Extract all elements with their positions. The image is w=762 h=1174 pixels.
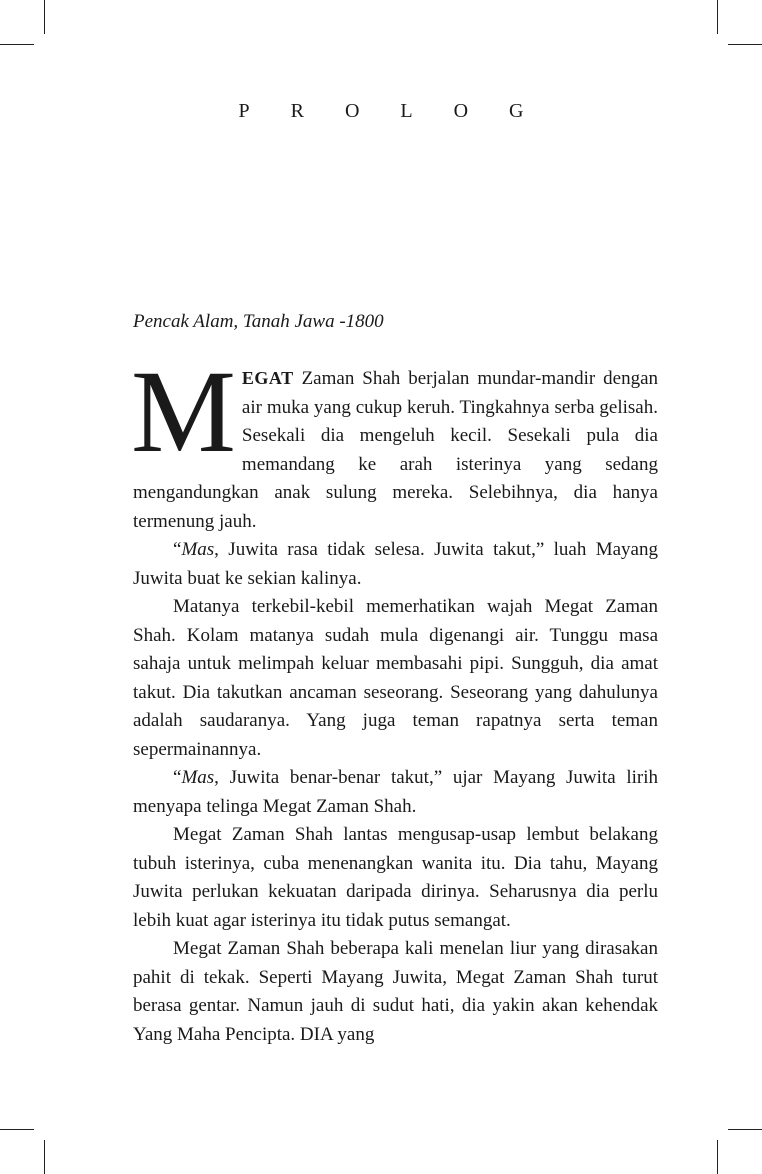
crop-mark-top-left-horizontal [0,44,34,45]
honorific-mas: Mas [181,767,215,788]
body-text [131,346,658,1049]
paragraph-4 [133,764,658,821]
quote-open: “ [173,539,182,560]
drop-cap: M [131,346,236,477]
crop-mark-top-right-horizontal [728,44,762,45]
quote-open: “ [173,767,182,788]
paragraph-2 [133,536,658,593]
crop-mark-top-right-vertical [717,0,718,34]
paragraph-1-text: Zaman Shah berjalan mundar-mandir dengan air muka yang cukup keruh. Tingkahnya serba gelisah. Sesekali dia mengeluh kecil. Sesekali pula dia memandang ke arah isterinya yang sedang mengandungkan anak sulung mereka. Selebihnya, dia hanya termenung jauh. [133,368,658,532]
lead-word: EGAT [241,368,294,388]
dateline: Pencak Alam, Tanah Jawa -1800 [133,311,384,332]
paragraph-3: Matanya terkebil-kebil memerhatikan wajah Megat Zaman Shah. Kolam matanya sudah mula digenangi air. Tunggu masa sahaja untuk melimpah keluar membasahi pipi. Sungguh, dia amat takut. Dia takutkan ancaman seseorang. Seseorang yang dahulunya adalah saudaranya. Yang juga teman rapatnya serta teman sepermainannya. [133,596,658,760]
paragraph-4-text: , Juwita benar-benar takut,” ujar Mayang Juwita lirih menyapa telinga Megat Zaman Shah. [133,767,658,817]
paragraph-6: Megat Zaman Shah beberapa kali menelan liur yang dirasakan pahit di tekak. Seperti Mayang Juwita, Megat Zaman Shah turut berasa gentar. Namun jauh di sudut hati, dia yakin akan kehendak Yang Maha Pencipta. DIA yang [133,938,658,1045]
crop-mark-bottom-right-vertical [717,1140,718,1174]
paragraph-5: Megat Zaman Shah lantas mengusap-usap lembut belakang tubuh isterinya, cuba menenangkan wanita itu. Dia tahu, Mayang Juwita perlukan kekuatan daripada dirinya. Seharusnya dia perlu lebih kuat agar isterinya itu tidak putus semangat. [133,824,658,931]
crop-mark-bottom-left-vertical [44,1140,45,1174]
crop-mark-bottom-left-horizontal [0,1129,34,1130]
paragraph-1 [131,346,658,536]
chapter-title: PROLOG [238,100,565,122]
crop-mark-bottom-right-horizontal [728,1129,762,1130]
honorific-mas: Mas [181,539,215,560]
crop-mark-top-left-vertical [44,0,45,34]
paragraph-2-text: , Juwita rasa tidak selesa. Juwita takut,” luah Mayang Juwita buat ke sekian kalinya. [133,539,658,589]
